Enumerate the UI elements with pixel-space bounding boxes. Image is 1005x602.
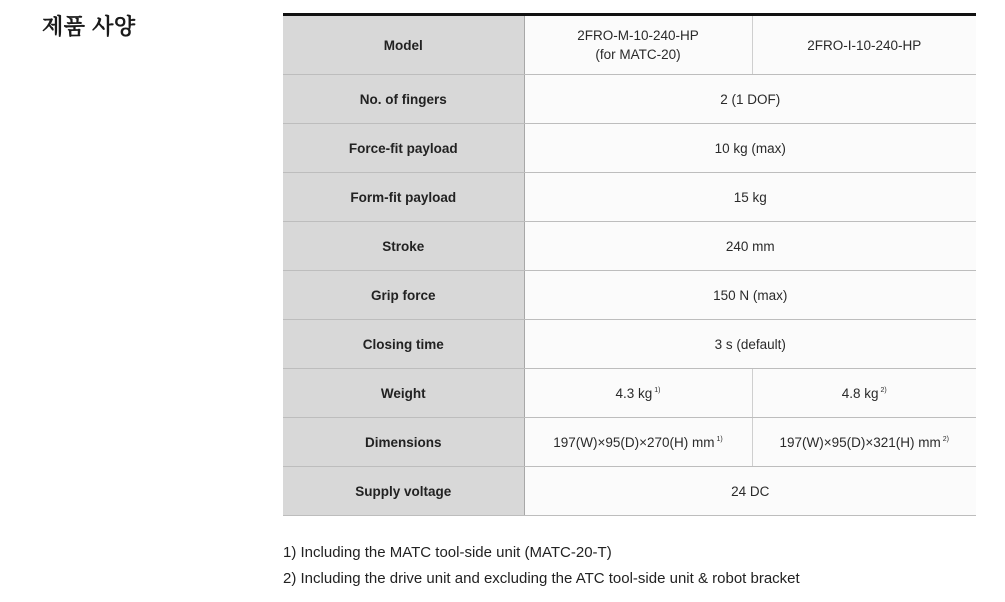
row-value-weight-b bbox=[752, 369, 976, 418]
dimensions-b-value: 197(W)×95(D)×321(H) mm bbox=[779, 434, 941, 450]
row-label-form-fit-payload: Form-fit payload bbox=[283, 173, 524, 222]
spec-table bbox=[283, 13, 976, 516]
row-value-form-fit-payload: 15 kg bbox=[524, 173, 976, 222]
row-label-dimensions: Dimensions bbox=[283, 418, 524, 467]
row-label-fingers: No. of fingers bbox=[283, 75, 524, 124]
footnote-2: 2) Including the drive unit and excluding the ATC tool-side unit & robot bracket bbox=[283, 570, 800, 587]
weight-b-value: 4.8 kg bbox=[841, 385, 879, 401]
model-a-subtitle: (for MATC-20) bbox=[595, 47, 681, 62]
weight-a-footnote-ref: 1) bbox=[654, 387, 661, 394]
table-row-form-fit-payload bbox=[283, 173, 976, 222]
row-label-stroke: Stroke bbox=[283, 222, 524, 271]
table-row-force-fit-payload bbox=[283, 124, 976, 173]
footnotes bbox=[283, 540, 800, 592]
weight-b-footnote-ref: 2) bbox=[880, 387, 887, 394]
table-row-model bbox=[283, 15, 976, 75]
table-row-weight bbox=[283, 369, 976, 418]
weight-a-value: 4.3 kg bbox=[615, 385, 653, 401]
table-row-closing-time bbox=[283, 320, 976, 369]
row-label-weight: Weight bbox=[283, 369, 524, 418]
row-value-stroke: 240 mm bbox=[524, 222, 976, 271]
row-value-force-fit-payload: 10 kg (max) bbox=[524, 124, 976, 173]
model-a-cell bbox=[524, 15, 752, 75]
table-row-dimensions bbox=[283, 418, 976, 467]
row-value-fingers: 2 (1 DOF) bbox=[524, 75, 976, 124]
table-row-grip-force bbox=[283, 271, 976, 320]
model-a-name: 2FRO-M-10-240-HP bbox=[577, 28, 699, 43]
row-value-supply-voltage: 24 DC bbox=[524, 467, 976, 516]
page-title: 제품 사양 bbox=[42, 14, 136, 39]
dimensions-b-footnote-ref: 2) bbox=[942, 436, 950, 443]
row-label-model: Model bbox=[283, 15, 524, 75]
row-label-grip-force: Grip force bbox=[283, 271, 524, 320]
footnote-1: 1) Including the MATC tool-side unit (MATC-20-T) bbox=[283, 544, 612, 561]
row-label-supply-voltage: Supply voltage bbox=[283, 467, 524, 516]
row-label-closing-time: Closing time bbox=[283, 320, 524, 369]
row-value-grip-force: 150 N (max) bbox=[524, 271, 976, 320]
dimensions-a-value: 197(W)×95(D)×270(H) mm bbox=[553, 434, 715, 450]
dimensions-a-footnote-ref: 1) bbox=[716, 436, 723, 443]
table-row-supply-voltage bbox=[283, 467, 976, 516]
row-value-dimensions-a bbox=[524, 418, 752, 467]
table-row-stroke bbox=[283, 222, 976, 271]
row-label-force-fit-payload: Force-fit payload bbox=[283, 124, 524, 173]
row-value-dimensions-b bbox=[752, 418, 976, 467]
table-row-fingers bbox=[283, 75, 976, 124]
row-value-closing-time: 3 s (default) bbox=[524, 320, 976, 369]
row-value-weight-a bbox=[524, 369, 752, 418]
model-b-cell: 2FRO-I-10-240-HP bbox=[752, 15, 976, 75]
